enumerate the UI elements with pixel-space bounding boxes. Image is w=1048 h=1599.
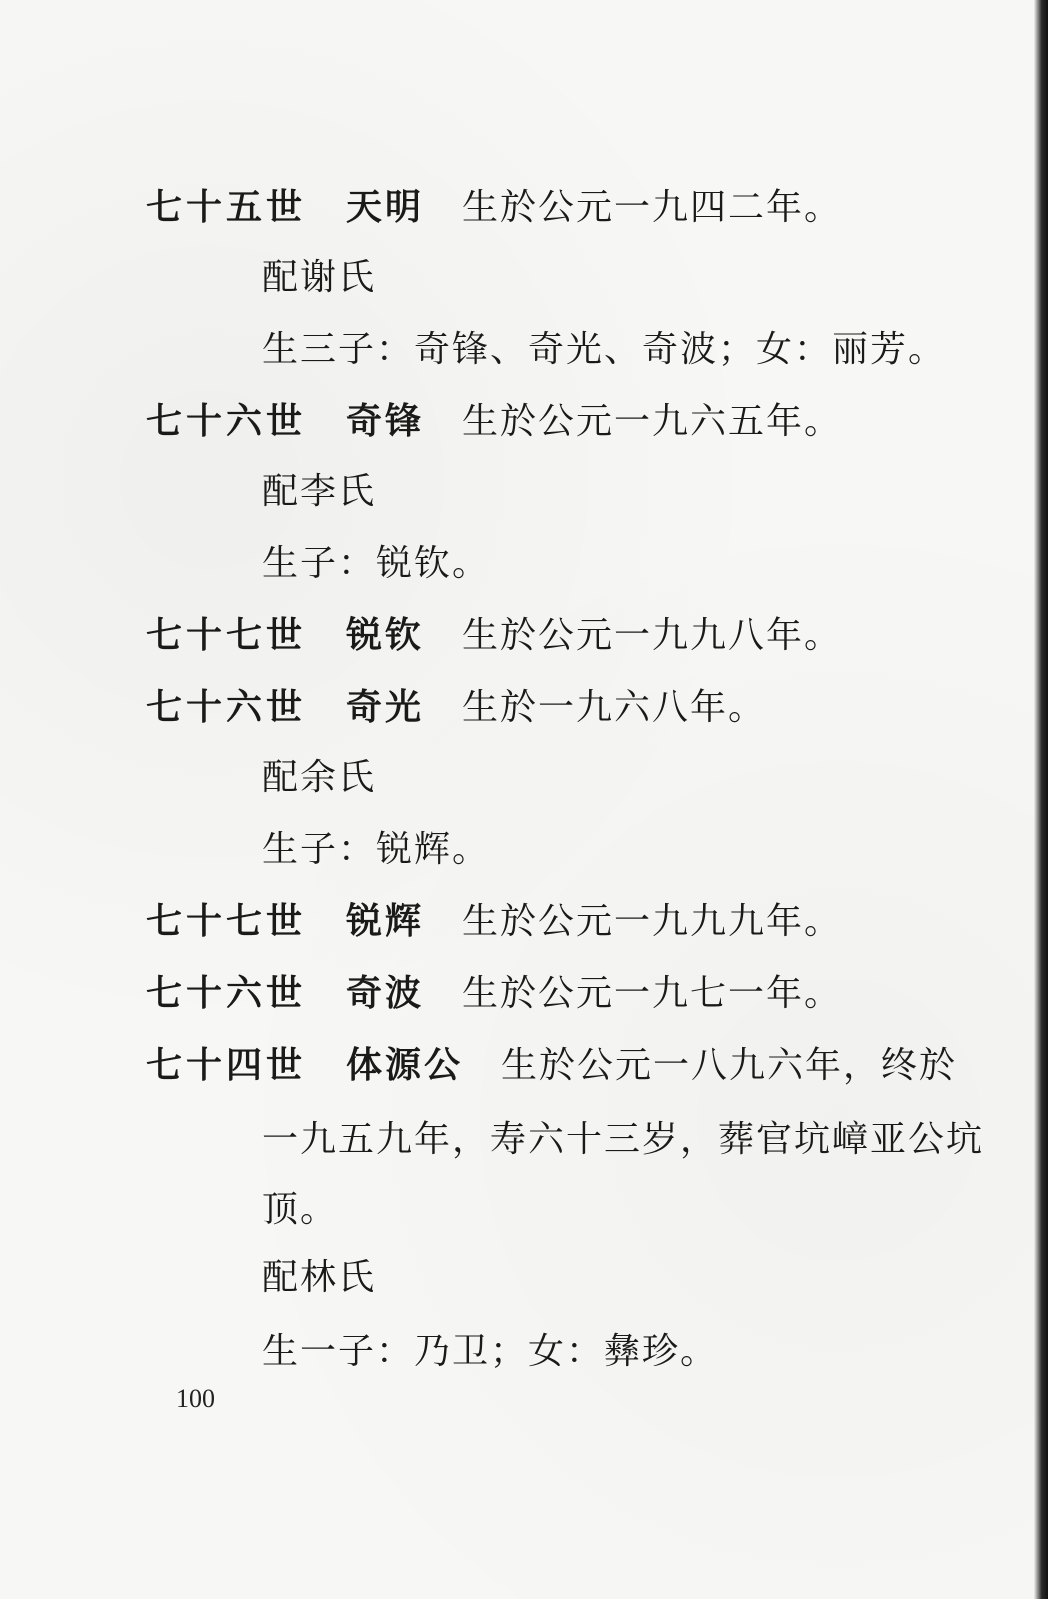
- genealogy-entry: [146, 972, 842, 1016]
- generation-label: 七十五世: [146, 187, 307, 228]
- person-name: 锐钦: [346, 615, 425, 656]
- page-number: 100: [176, 1384, 215, 1413]
- genealogy-entry: [146, 1044, 957, 1088]
- entry-text: 生於公元一九四二年。: [462, 187, 843, 228]
- person-name: 奇光: [346, 687, 425, 728]
- children-line: 生子：锐辉。: [262, 829, 491, 870]
- person-name: 锐辉: [346, 901, 425, 942]
- continuation-line: 顶。: [262, 1189, 339, 1230]
- genealogy-entry: [146, 186, 842, 230]
- spouse-line: 配林氏: [262, 1257, 377, 1298]
- entry-text: 生於一九六八年。: [462, 687, 767, 728]
- spouse-line: 配李氏: [262, 471, 377, 512]
- person-name: 奇锋: [346, 401, 425, 442]
- generation-label: 七十六世: [146, 401, 307, 442]
- person-name: 体源公: [346, 1045, 464, 1086]
- spouse-line: 配余氏: [262, 757, 377, 798]
- generation-label: 七十六世: [146, 973, 307, 1014]
- entry-text: 生於公元一八九六年，终於: [501, 1045, 958, 1086]
- genealogy-entry: [146, 614, 842, 658]
- generation-label: 七十七世: [146, 901, 307, 942]
- continuation-line: 一九五九年，寿六十三岁，葬官坑嶂亚公坑: [262, 1119, 985, 1160]
- entry-text: 生於公元一九六五年。: [462, 401, 843, 442]
- page-edge-shadow: [1034, 0, 1048, 1599]
- children-line: 生三子：奇锋、奇光、奇波；女：丽芳。: [262, 329, 947, 370]
- entry-text: 生於公元一九七一年。: [462, 973, 843, 1014]
- generation-label: 七十六世: [146, 687, 307, 728]
- entry-text: 生於公元一九九九年。: [462, 901, 843, 942]
- children-line: 生子：锐钦。: [262, 543, 491, 584]
- genealogy-entry: [146, 686, 766, 730]
- generation-label: 七十七世: [146, 615, 307, 656]
- person-name: 奇波: [346, 973, 425, 1014]
- genealogy-entry: [146, 400, 842, 444]
- spouse-line: 配谢氏: [262, 257, 377, 298]
- entry-text: 生於公元一九九八年。: [462, 615, 843, 656]
- children-line: 生一子：乃卫；女：彝珍。: [262, 1331, 719, 1372]
- person-name: 天明: [346, 187, 425, 228]
- generation-label: 七十四世: [146, 1045, 307, 1086]
- genealogy-entry: [146, 900, 842, 944]
